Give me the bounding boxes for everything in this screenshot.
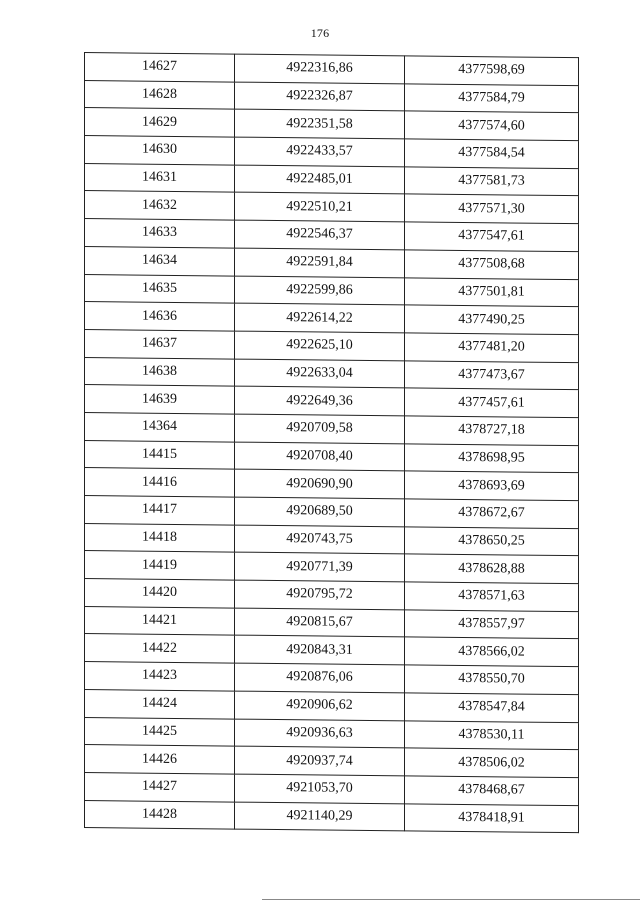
point-number-cell: 14631 xyxy=(85,163,235,192)
table-row xyxy=(85,800,579,833)
x-coordinate-cell: 4920709,58 xyxy=(235,414,405,443)
x-coordinate-cell: 4920936,63 xyxy=(235,719,405,748)
point-number-cell: 14633 xyxy=(85,219,235,248)
point-number-cell: 14426 xyxy=(85,745,235,774)
y-coordinate-cell: 4378468,67 xyxy=(405,776,579,806)
y-coordinate-cell: 4378550,70 xyxy=(405,665,579,695)
y-coordinate-cell: 4378557,97 xyxy=(405,610,579,640)
x-coordinate-cell: 4922649,36 xyxy=(235,386,405,415)
x-coordinate-cell: 4920689,50 xyxy=(235,497,405,526)
y-coordinate-cell: 4378530,11 xyxy=(405,720,579,750)
x-coordinate-cell: 4920743,75 xyxy=(235,525,405,554)
y-coordinate-cell: 4377598,69 xyxy=(405,56,579,86)
y-coordinate-cell: 4377571,30 xyxy=(405,194,579,224)
coordinates-table xyxy=(84,52,579,833)
x-coordinate-cell: 4922591,84 xyxy=(235,248,405,277)
point-number-cell: 14630 xyxy=(85,136,235,165)
x-coordinate-cell: 4920708,40 xyxy=(235,442,405,471)
y-coordinate-cell: 4377574,60 xyxy=(405,111,579,141)
y-coordinate-cell: 4377508,68 xyxy=(405,250,579,280)
point-number-cell: 14419 xyxy=(85,551,235,580)
point-number-cell: 14418 xyxy=(85,523,235,552)
point-number-cell: 14638 xyxy=(85,357,235,386)
point-number-cell: 14417 xyxy=(85,496,235,525)
point-number-cell: 14425 xyxy=(85,717,235,746)
page-number: 176 xyxy=(310,26,330,40)
y-coordinate-cell: 4378628,88 xyxy=(405,554,579,584)
x-coordinate-cell: 4922351,58 xyxy=(235,109,405,138)
y-coordinate-cell: 4378547,84 xyxy=(405,693,579,723)
y-coordinate-cell: 4378672,67 xyxy=(405,499,579,529)
x-coordinate-cell: 4920876,06 xyxy=(235,663,405,692)
x-coordinate-cell: 4922316,86 xyxy=(235,54,405,83)
x-coordinate-cell: 4921053,70 xyxy=(235,774,405,803)
x-coordinate-cell: 4922546,37 xyxy=(235,220,405,249)
y-coordinate-cell: 4377581,73 xyxy=(405,167,579,197)
point-number-cell: 14423 xyxy=(85,662,235,691)
y-coordinate-cell: 4378571,63 xyxy=(405,582,579,612)
y-coordinate-cell: 4378693,69 xyxy=(405,471,579,501)
point-number-cell: 14635 xyxy=(85,274,235,303)
point-number-cell: 14636 xyxy=(85,302,235,331)
coordinates-table-body xyxy=(85,53,579,833)
point-number-cell: 14628 xyxy=(85,80,235,109)
x-coordinate-cell: 4922599,86 xyxy=(235,276,405,305)
point-number-cell: 14420 xyxy=(85,579,235,608)
y-coordinate-cell: 4377457,61 xyxy=(405,388,579,418)
point-number-cell: 14415 xyxy=(85,440,235,469)
point-number-cell: 14637 xyxy=(85,329,235,358)
y-coordinate-cell: 4378650,25 xyxy=(405,527,579,557)
point-number-cell: 14639 xyxy=(85,385,235,414)
y-coordinate-cell: 4377547,61 xyxy=(405,222,579,252)
point-number-cell: 14424 xyxy=(85,689,235,718)
x-coordinate-cell: 4921140,29 xyxy=(235,802,405,831)
x-coordinate-cell: 4920815,67 xyxy=(235,608,405,637)
point-number-cell: 14416 xyxy=(85,468,235,497)
x-coordinate-cell: 4922433,57 xyxy=(235,137,405,166)
y-coordinate-cell: 4378418,91 xyxy=(405,803,579,833)
x-coordinate-cell: 4920843,31 xyxy=(235,636,405,665)
x-coordinate-cell: 4922614,22 xyxy=(235,303,405,332)
y-coordinate-cell: 4377501,81 xyxy=(405,277,579,307)
x-coordinate-cell: 4922326,87 xyxy=(235,82,405,111)
point-number-cell: 14627 xyxy=(85,53,235,82)
y-coordinate-cell: 4377473,67 xyxy=(405,360,579,390)
y-coordinate-cell: 4378506,02 xyxy=(405,748,579,778)
y-coordinate-cell: 4378727,18 xyxy=(405,416,579,446)
x-coordinate-cell: 4922485,01 xyxy=(235,165,405,194)
x-coordinate-cell: 4920771,39 xyxy=(235,552,405,581)
point-number-cell: 14632 xyxy=(85,191,235,220)
point-number-cell: 14422 xyxy=(85,634,235,663)
y-coordinate-cell: 4378698,95 xyxy=(405,443,579,473)
point-number-cell: 14427 xyxy=(85,772,235,801)
point-number-cell: 14364 xyxy=(85,412,235,441)
point-number-cell: 14421 xyxy=(85,606,235,635)
y-coordinate-cell: 4377584,79 xyxy=(405,84,579,114)
x-coordinate-cell: 4922510,21 xyxy=(235,193,405,222)
point-number-cell: 14629 xyxy=(85,108,235,137)
x-coordinate-cell: 4920795,72 xyxy=(235,580,405,609)
y-coordinate-cell: 4378566,02 xyxy=(405,637,579,667)
y-coordinate-cell: 4377584,54 xyxy=(405,139,579,169)
x-coordinate-cell: 4922633,04 xyxy=(235,359,405,388)
y-coordinate-cell: 4377481,20 xyxy=(405,333,579,363)
point-number-cell: 14634 xyxy=(85,246,235,275)
y-coordinate-cell: 4377490,25 xyxy=(405,305,579,335)
x-coordinate-cell: 4920906,62 xyxy=(235,691,405,720)
point-number-cell: 14428 xyxy=(85,800,235,829)
bottom-rule xyxy=(262,899,640,900)
x-coordinate-cell: 4920937,74 xyxy=(235,746,405,775)
x-coordinate-cell: 4922625,10 xyxy=(235,331,405,360)
x-coordinate-cell: 4920690,90 xyxy=(235,469,405,498)
